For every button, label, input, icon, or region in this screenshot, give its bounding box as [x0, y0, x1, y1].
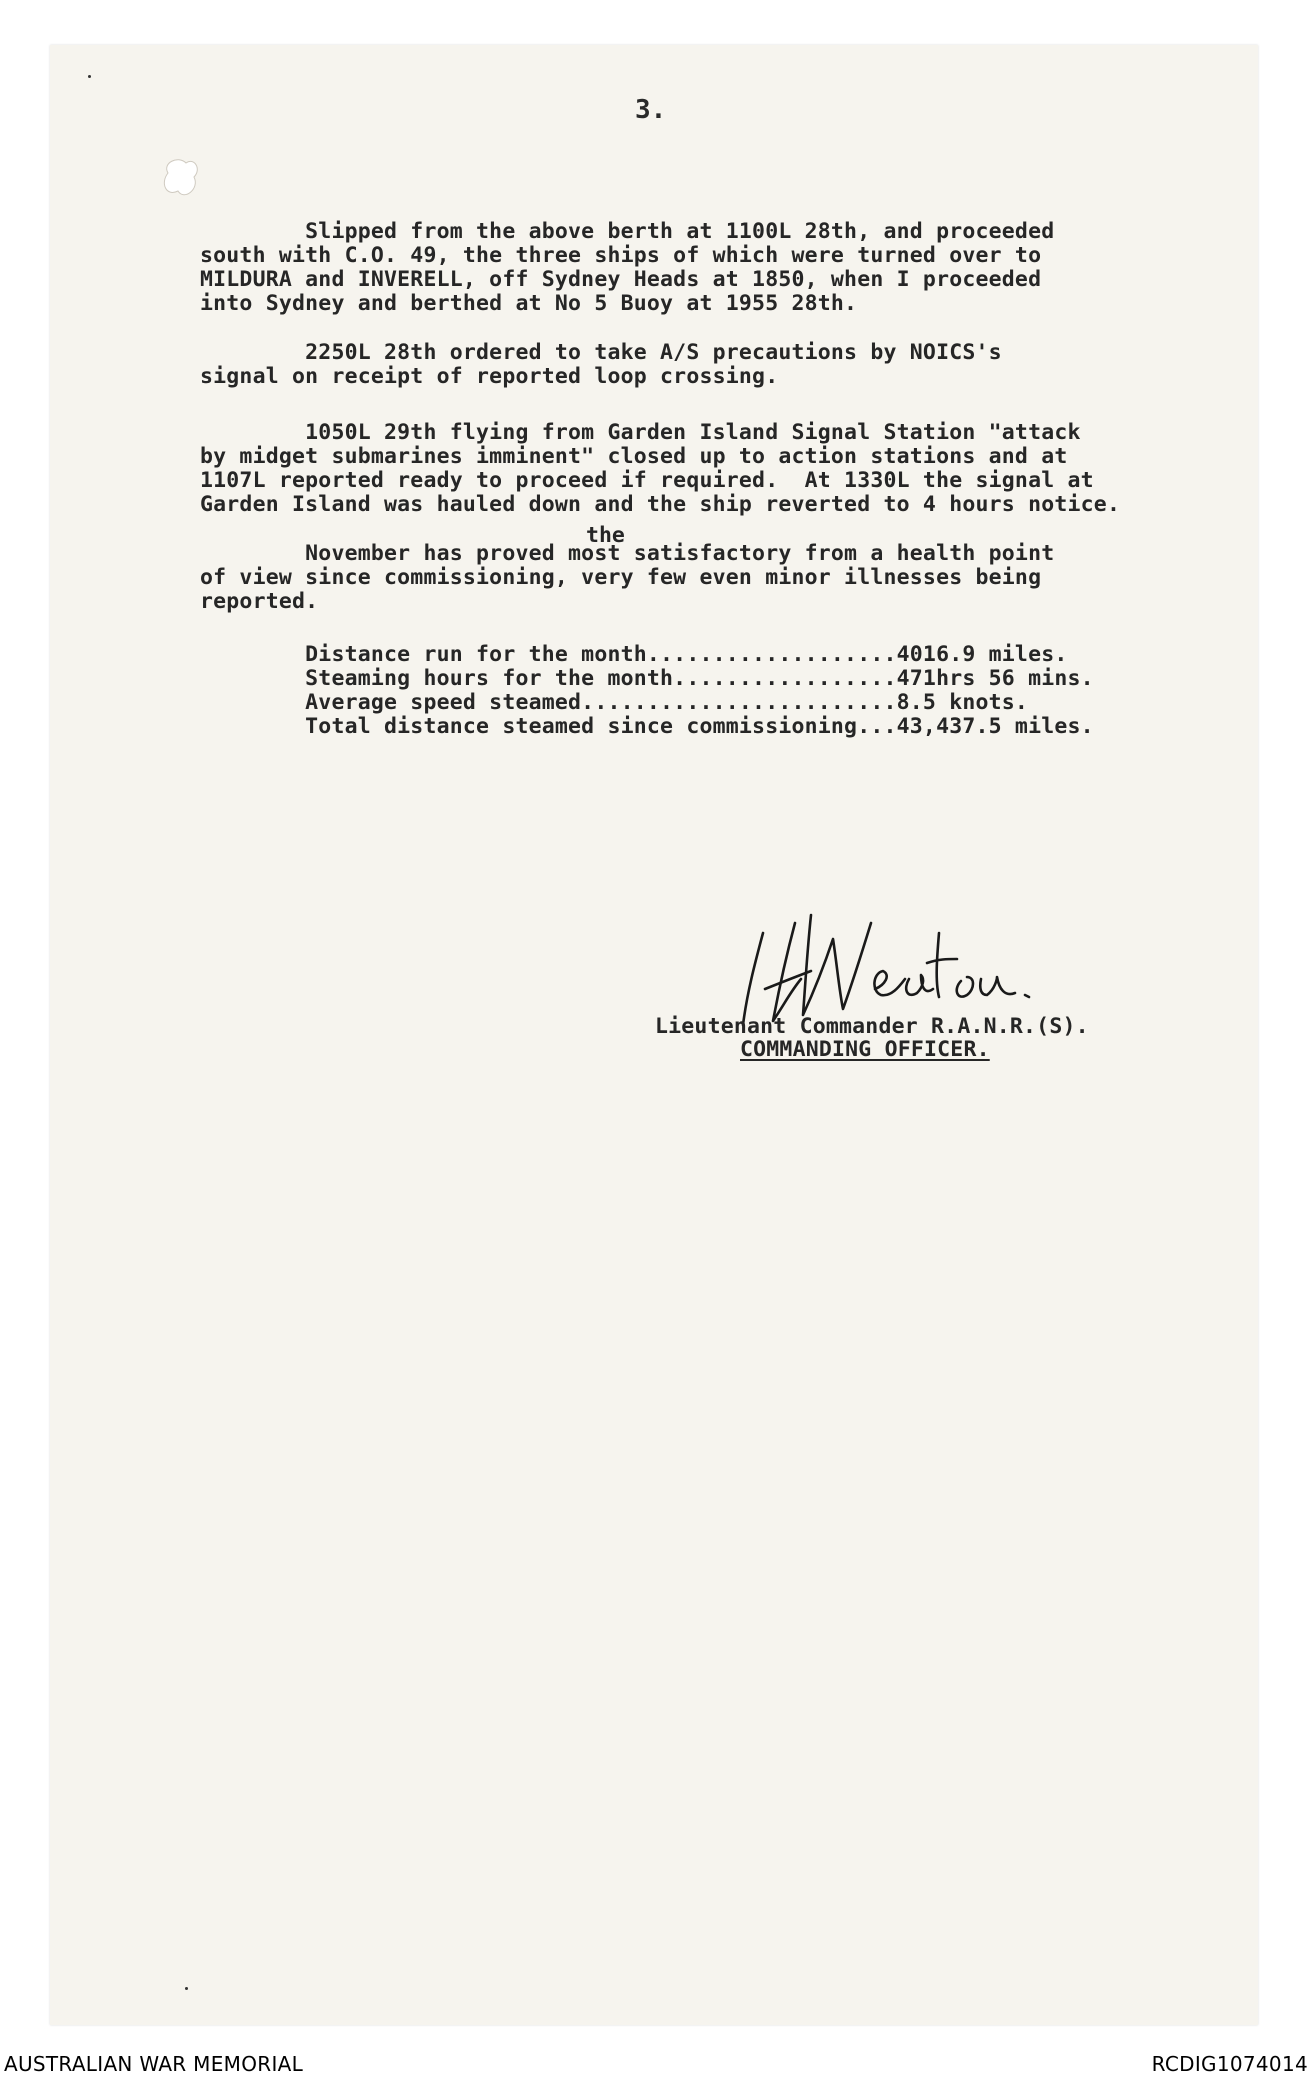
monthly-statistics — [200, 643, 1094, 739]
page-number: 3. — [635, 95, 667, 125]
stat-total-distance: Total distance steamed since commissioning...43,437.5 miles. — [200, 714, 1094, 739]
stat-distance-run: Distance run for the month...................4016.9 miles. — [200, 642, 1068, 667]
punch-hole-mark — [160, 155, 202, 201]
paragraph-health: November has proved most satisfactory from a health point of view since commissioning, very few even minor illnesses being reported. — [200, 541, 1055, 614]
signatory-title: COMMANDING OFFICER. — [740, 1037, 990, 1062]
specks — [88, 75, 91, 78]
paragraph-departure: Slipped from the above berth at 1100L 28th, and proceeded south with C.O. 49, the three ships of which were turned over to MILDURA and INVERELL, off Sydney Heads at 1850, when I proceeded into Sydney and berthed at No 5 Buoy at 1955 28th. — [200, 219, 1055, 316]
document-page — [50, 45, 1258, 2025]
footer-archive-name: AUSTRALIAN WAR MEMORIAL — [4, 2052, 304, 2076]
footer-record-id: RCDIG1074014 — [1151, 2052, 1308, 2076]
stat-steaming-hours: Steaming hours for the month.................471hrs 56 mins. — [200, 666, 1094, 691]
stat-average-speed: Average speed steamed........................8.5 knots. — [200, 690, 1029, 715]
signatory-rank: Lieutenant Commander R.A.N.R.(S). — [655, 1014, 1089, 1039]
handwritten-insertion: the — [586, 523, 625, 548]
specks — [185, 1987, 188, 1990]
paragraph-midget-submarines: 1050L 29th flying from Garden Island Signal Station "attack by midget submarines imminent" closed up to action stations and at 1107L reported ready to proceed if required. At 1330L the signal at Garden Island was hauled down and the ship reverted to 4 hours notice. — [200, 420, 1121, 517]
paragraph-as-precautions: 2250L 28th ordered to take A/S precautions by NOICS's signal on receipt of reported loop crossing. — [200, 340, 1002, 389]
